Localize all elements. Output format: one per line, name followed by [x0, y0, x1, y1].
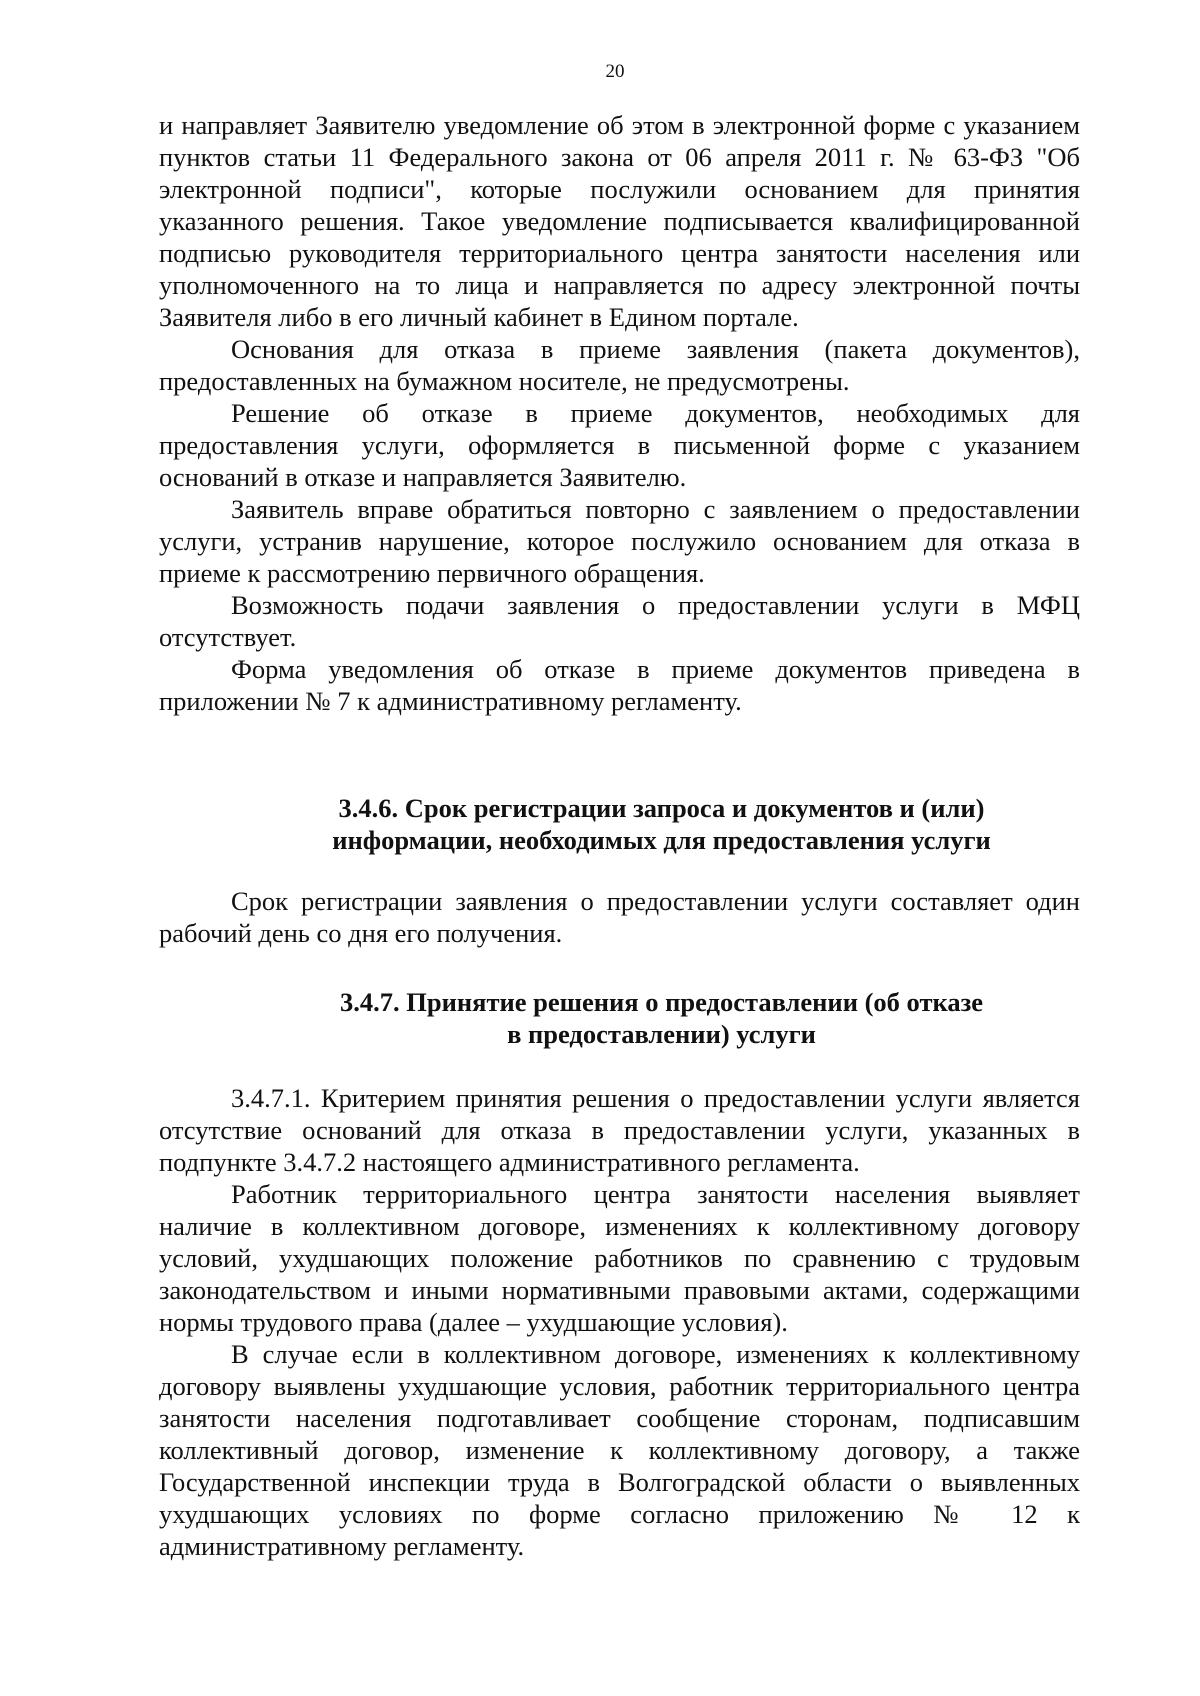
- section-heading-3-4-6: [159, 792, 1164, 856]
- section-notification-text: [159, 109, 1080, 717]
- paragraph: Основания для отказа в приеме заявления (пакета документов), предоставленных на бумажном носителе, не предусмотрены.: [159, 334, 1080, 396]
- paragraph: Решение об отказе в приеме документов, необходимых для предоставления услуги, оформляется в письменной форме с указанием оснований в отказе и направляется Заявителю.: [159, 398, 1080, 492]
- heading-line: 3.4.6. Срок регистрации запроса и документов и (или): [338, 793, 985, 823]
- heading-line: информации, необходимых для предоставления услуги: [332, 825, 991, 855]
- paragraph: и направляет Заявителю уведомление об этом в электронной форме с указанием пунктов статьи 11 Федерального закона от 06 апреля 2011 г. № 63-ФЗ "Об электронной подписи", которые послужили основанием для принятия указанного решения. Такое уведомление подписывается квалифицированной подписью руководителя территориального центра занятости населения или уполномоченного на то лица и направляется по адресу электронной почты Заявителя либо в его личный кабинет в Едином портале.: [159, 110, 1080, 332]
- section-decision-criteria: [159, 1082, 1080, 1562]
- section-heading-3-4-7: [159, 986, 1164, 1050]
- paragraph: Форма уведомления об отказе в приеме документов приведена в приложении № 7 к административному регламенту.: [159, 654, 1080, 716]
- paragraph: 3.4.7.1. Критерием принятия решения о предоставлении услуги является отсутствие оснований для отказа в предоставлении услуги, указанных в подпункте 3.4.7.2 настоящего административного регламента.: [159, 1083, 1080, 1177]
- paragraph: Возможность подачи заявления о предоставлении услуги в МФЦ отсутствует.: [159, 590, 1080, 652]
- heading-line: 3.4.7. Принятие решения о предоставлении (об отказе: [339, 987, 983, 1017]
- page-number: 20: [605, 61, 625, 82]
- section-registration-term: [159, 885, 1080, 949]
- paragraph: В случае если в коллективном договоре, изменениях к коллективному договору выявлены ухудшающие условия, работник территориального центра занятости населения подготавливает сообщение сторонам, подписавшим коллективный договор, изменение к коллективному договору, а также Государственной инспекции труда в Волгоградской области о выявленных ухудшающих условиях по форме согласно приложению № 12 к административному регламенту.: [159, 1339, 1080, 1561]
- paragraph: Заявитель вправе обратиться повторно с заявлением о предоставлении услуги, устранив нарушение, которое послужило основанием для отказа в приеме к рассмотрению первичного обращения.: [159, 494, 1080, 588]
- paragraph: Работник территориального центра занятости населения выявляет наличие в коллективном договоре, изменениях к коллективному договору условий, ухудшающих положение работников по сравнению с трудовым законодательством и иными нормативными правовыми актами, содержащими нормы трудового права (далее – ухудшающие условия).: [159, 1179, 1080, 1337]
- paragraph: Срок регистрации заявления о предоставлении услуги составляет один рабочий день со дня его получения.: [159, 886, 1080, 948]
- heading-line: в предоставлении) услуги: [507, 1019, 816, 1049]
